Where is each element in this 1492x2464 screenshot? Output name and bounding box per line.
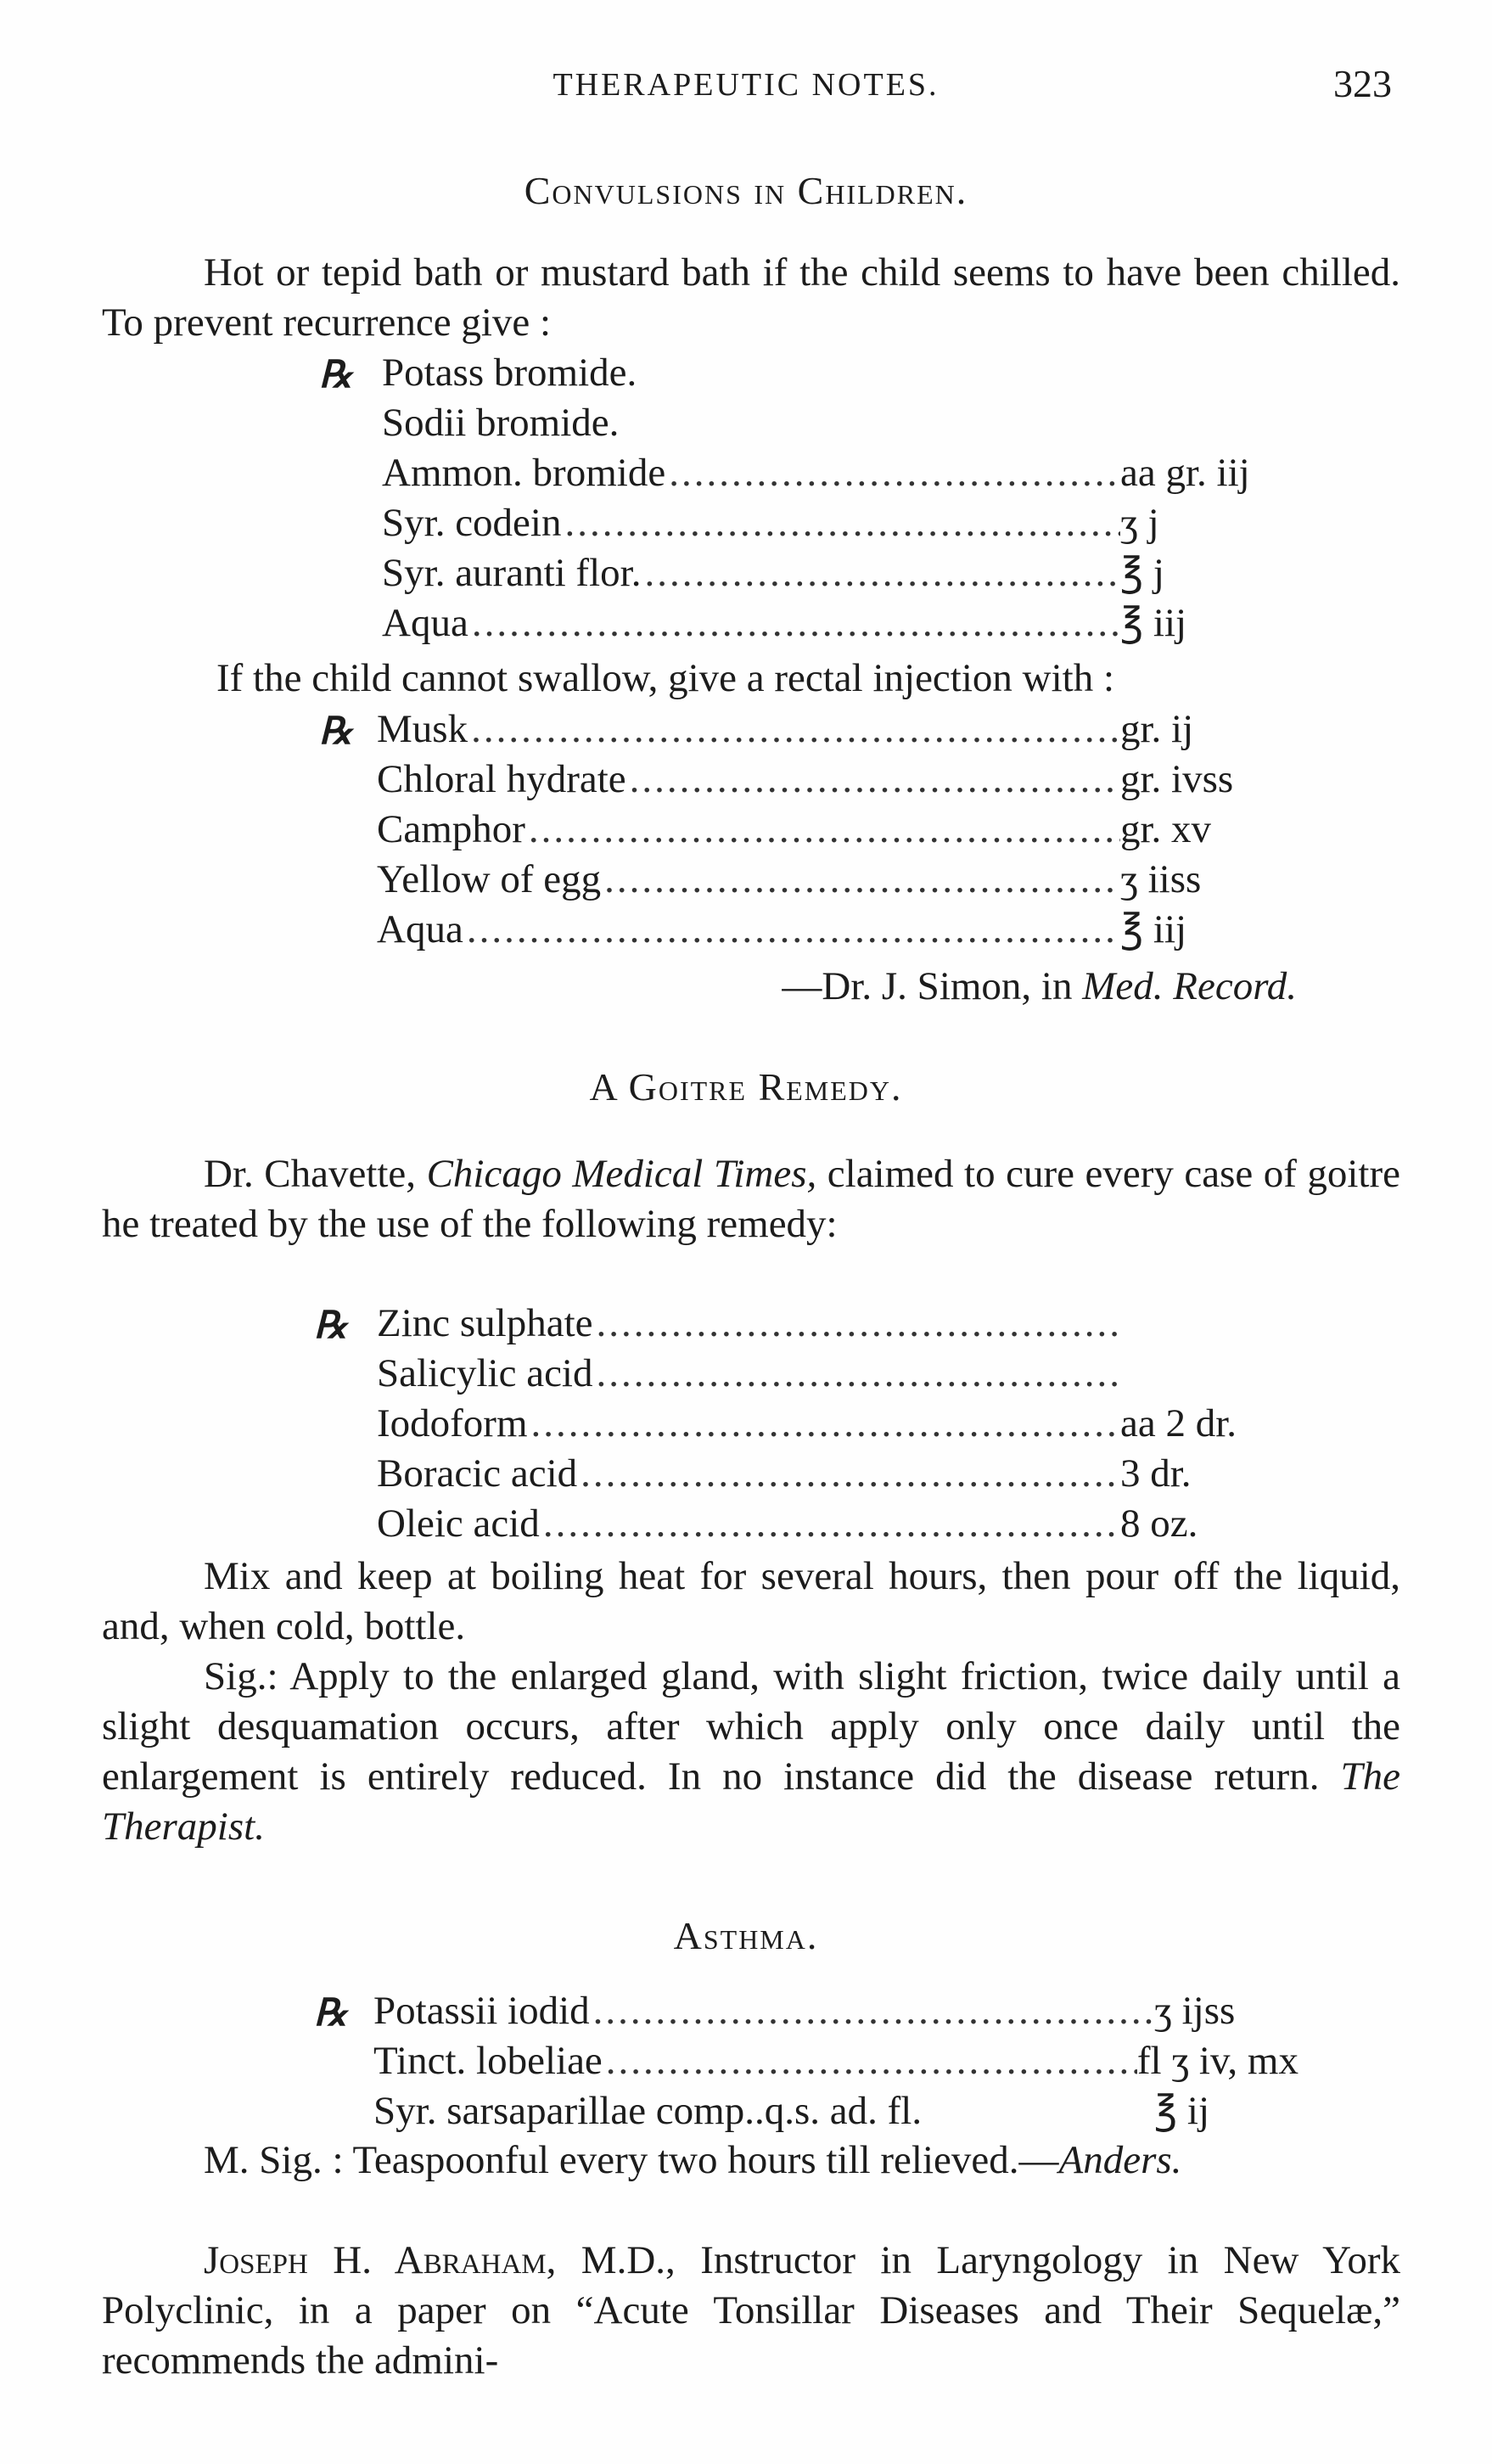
formula-line [377, 1349, 1265, 1399]
formula-convulsions-oral [382, 348, 1265, 648]
citation-source: Med. Record. [1082, 964, 1297, 1008]
ingredient-name: Oleic acid [377, 1501, 540, 1546]
citation-author: —Dr. J. Simon, in [782, 964, 1083, 1008]
goitre-intro-after: claimed to cure every case of goitre he treated by the use of the following remedy: [102, 1152, 1400, 1246]
formula-line [377, 704, 1265, 755]
abraham-name: Joseph H. Abraham, M.D., [204, 2238, 676, 2282]
ingredient-name: Aqua [377, 907, 463, 951]
formula-line [373, 1986, 1298, 2036]
ingredient-amount: aa gr. iij [1120, 451, 1250, 495]
formula-line [373, 2086, 1298, 2136]
formula-line [377, 855, 1265, 905]
formula-line [377, 755, 1265, 805]
goitre-mix-instructions: Mix and keep at boiling heat for several hours, then pour off the liquid, and, when cold, bottle. [102, 1554, 1400, 1648]
formula-line [382, 448, 1265, 498]
ingredient-amount [1120, 398, 1265, 448]
ingredient-name: Ammon. bromide [382, 451, 666, 495]
ingredient-name: Syr. codein [382, 501, 562, 545]
section-title-asthma: Asthma. [673, 1914, 819, 1957]
ingredient-name: Chloral hydrate [377, 757, 626, 801]
rx-symbol-4: ℞ [314, 1992, 348, 2034]
goitre-sig-source: The Therapist. [102, 1754, 1400, 1849]
formula-goitre [377, 1299, 1265, 1549]
formula-line [377, 1449, 1265, 1499]
section-title-convulsions: Convulsions in Children. [524, 169, 968, 212]
ingredient-amount: ℥ j [1120, 551, 1164, 595]
ingredient-amount: gr. ij [1120, 707, 1194, 751]
goitre-intro-source: Chicago Medical Times, [426, 1152, 817, 1196]
asthma-sig-source: Anders. [1058, 2138, 1182, 2182]
formula-line [377, 1399, 1265, 1449]
rx-symbol-2: ℞ [319, 710, 353, 752]
ingredient-amount: aa 2 dr. [1120, 1401, 1237, 1445]
formula-line [382, 498, 1265, 548]
formula-line [382, 598, 1265, 648]
formula-line [382, 398, 1265, 448]
ingredient-amount: 3 dr. [1120, 1451, 1192, 1496]
ingredient-amount: ʒ ijss [1154, 1989, 1236, 2033]
section-title-goitre: A Goitre Remedy. [589, 1065, 903, 1109]
page-number: 323 [1333, 62, 1392, 105]
ingredient-amount: ℥ ij [1154, 2089, 1210, 2133]
ingredient-name: Salicylic acid [377, 1351, 593, 1395]
rx-symbol-3: ℞ [314, 1305, 348, 1346]
goitre-sig-text: Sig.: Apply to the enlarged gland, with slight friction, twice daily until a slight desquamation occurs, after which apply only once daily until the enlargement is entirely reduced. In no instance did the disease return. [102, 1654, 1400, 1799]
ingredient-name: Syr. sarsaparillae comp..q.s. ad. fl. [373, 2089, 923, 2133]
ingredient-name: Potass bromide. [382, 351, 637, 395]
formula-line [377, 1499, 1265, 1549]
ingredient-name: Sodii bromide. [382, 401, 620, 445]
asthma-sig-text: M. Sig. : Teaspoonful every two hours till relieved.— [204, 2138, 1059, 2182]
ingredient-name: Tinct. lobeliae [373, 2039, 603, 2083]
formula-line [382, 348, 1265, 398]
ingredient-amount: ℥ iij [1120, 601, 1187, 645]
ingredient-name: Iodoform [377, 1401, 528, 1445]
ingredient-amount: gr. xv [1120, 807, 1212, 851]
ingredient-amount: ℥ iij [1120, 907, 1187, 951]
ingredient-name: Aqua [382, 601, 468, 645]
goitre-intro-before: Dr. Chavette, [204, 1152, 427, 1196]
formula-line [377, 1299, 1265, 1349]
ingredient-amount: fl ʒ iv, mx [1136, 2039, 1298, 2083]
rectal-injection-intro: If the child cannot swallow, give a rectal injection with : [216, 656, 1115, 700]
asthma-sig [102, 2136, 1400, 2186]
ingredient-amount: 8 oz. [1120, 1501, 1198, 1546]
ingredient-amount [1120, 1299, 1265, 1349]
abraham-text: Instructor in Laryngology in New York Polyclinic, in a paper on “Acute Tonsillar Diseases and Their Sequelæ,” recommends the admini- [102, 2238, 1400, 2383]
abraham-paragraph [102, 2236, 1400, 2386]
running-head [0, 62, 1492, 126]
ingredient-name: Potassii iodid [373, 1989, 590, 2033]
ingredient-name: Musk [377, 707, 468, 751]
ingredient-name: Boracic acid [377, 1451, 578, 1496]
ingredient-name: Camphor [377, 807, 525, 851]
ingredient-amount: ʒ iiss [1120, 857, 1202, 901]
rx-symbol-1: ℞ [319, 354, 353, 396]
goitre-sig [102, 1652, 1400, 1852]
running-title: THERAPEUTIC NOTES. [552, 67, 940, 103]
formula-asthma [373, 1986, 1298, 2136]
ingredient-amount: ʒ j [1120, 501, 1159, 545]
formula-line [382, 548, 1265, 598]
formula-line [377, 805, 1265, 855]
convulsions-intro: Hot or tepid bath or mustard bath if the child seems to have been chilled. To prevent recurrence give : [102, 250, 1400, 345]
ingredient-amount [1120, 348, 1265, 398]
ingredient-name: Yellow of egg [377, 857, 602, 901]
ingredient-name: Syr. auranti flor. [382, 551, 642, 595]
ingredient-amount [1120, 1349, 1265, 1399]
formula-line [377, 905, 1265, 955]
goitre-intro [102, 1149, 1400, 1249]
ingredient-name: Zinc sulphate [377, 1301, 593, 1345]
ingredient-amount: gr. ivss [1120, 757, 1234, 801]
citation-simon [782, 963, 1297, 1009]
formula-line [373, 2036, 1298, 2086]
formula-convulsions-rectal [377, 704, 1265, 955]
